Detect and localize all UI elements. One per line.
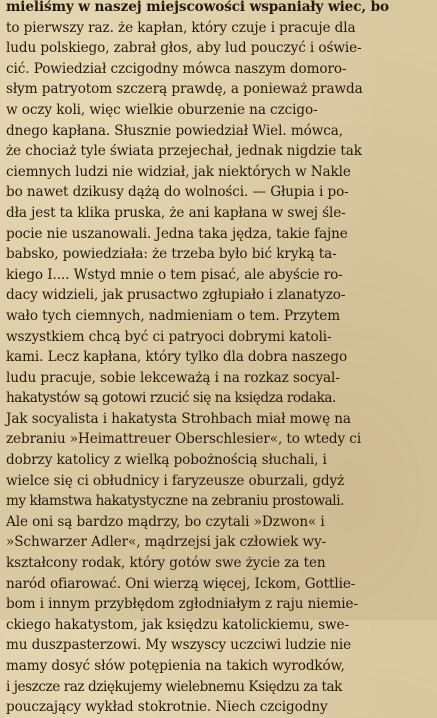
text-line: babsko, powiedziała: że trzeba było bić kryką ta- — [6, 246, 337, 263]
text-line: naród ofiarować. Oni wierzą więcej, Ickom, Gottlie- — [6, 575, 356, 592]
text-line: my kłamstwa hakatystyczne na zebraniu prostowali. — [6, 493, 344, 510]
text-line: że chociaż tyle świata przejechał, jednak nigdzie tak — [6, 143, 362, 160]
text-line: pocie nie uszanowali. Jedna taka jędza, takie fajne — [6, 225, 348, 242]
text-line: ciemnych ludzi nie widział, jak niektórych w Nakle — [6, 163, 351, 180]
text-line: i jeszcze raz dziękujemy wielebnemu Księdzu za tak — [6, 678, 342, 695]
text-line: słym patryotom szczerą prawdę, a ponieważ prawda — [6, 81, 363, 98]
text-line: w oczy koli, więc wielkie oburzenie na czcigo- — [6, 101, 318, 118]
text-line: mieliśmy w naszej miejscowości wspaniały wiec, bo — [6, 0, 390, 15]
text-line: ludu pracuje, sobie lekceważą i na rozkaz socyal- — [6, 369, 340, 386]
text-line: pouczający wykład stokrotnie. Niech czcigodny — [6, 699, 328, 716]
text-line: ludu polskiego, zabrał głos, aby lud pouczyć i oświe- — [6, 40, 362, 57]
text-line: dobrzy katolicy z wielką pobożnością słuchali, i — [6, 452, 327, 469]
text-line: dnego kapłana. Słusznie powiedział Wiel. mówca, — [6, 122, 343, 139]
text-line: bom i innym przybłędom zgłodniałym z raju niemie- — [6, 596, 358, 613]
text-line: cić. Powiedział czcigodny mówca naszym domoro- — [6, 60, 347, 77]
text-line: dacy widzieli, jak prusactwo zgłupiało i zlanatyzo- — [6, 287, 346, 304]
text-line: mamy dosyć słów potępienia na takich wyrodków, — [6, 658, 345, 674]
text-line: wszystkiem chcą być ci patryoci dobrymi katoli- — [6, 328, 332, 345]
text-line: bo nawet dzikusy dążą do wolności. — Głupia i po- — [6, 184, 349, 201]
text-line: ckiego hakatystom, jak księdzu katolickiemu, swe- — [6, 616, 349, 633]
text-line: hakatystów są gotowi rzucić się na księdza rodaka. — [6, 390, 336, 407]
text-line: mu duszpasterzowi. My wszyscy uczciwi ludzie nie — [6, 637, 352, 654]
text-line: Jak socyalista i hakatysta Strohbach miał mowę na — [6, 410, 351, 427]
text-line: Ale oni są bardzo mądrzy, bo czytali »Dzwon« i — [6, 513, 325, 530]
text-line: »Schwarzer Adler«, mądrzejsi jak człowiek wy- — [6, 534, 327, 551]
text-line: to pierwszy raz. że kapłan, który czuje i pracuje dla — [6, 19, 356, 36]
text-line: wało tych ciemnych, nadmieniam o tem. Przytem — [6, 307, 341, 324]
text-line: zebraniu »Heimattreuer Oberschlesier«, to wtedy ci — [6, 431, 362, 448]
text-line: wielce się ci obłudnicy i faryzeusze oburzali, gdyż — [6, 472, 345, 489]
text-line: kształcony rodak, który gotów swe życie za ten — [6, 555, 326, 572]
text-line: dła jest ta klika pruska, że ani kapłana w swej śle- — [6, 204, 346, 221]
text-line: kami. Lecz kapłana, który tylko dla dobra naszego — [6, 349, 348, 366]
text-line: kiego I.... Wstyd mnie o tem pisać, ale abyście ro- — [6, 266, 343, 283]
article-column — [6, 0, 429, 718]
